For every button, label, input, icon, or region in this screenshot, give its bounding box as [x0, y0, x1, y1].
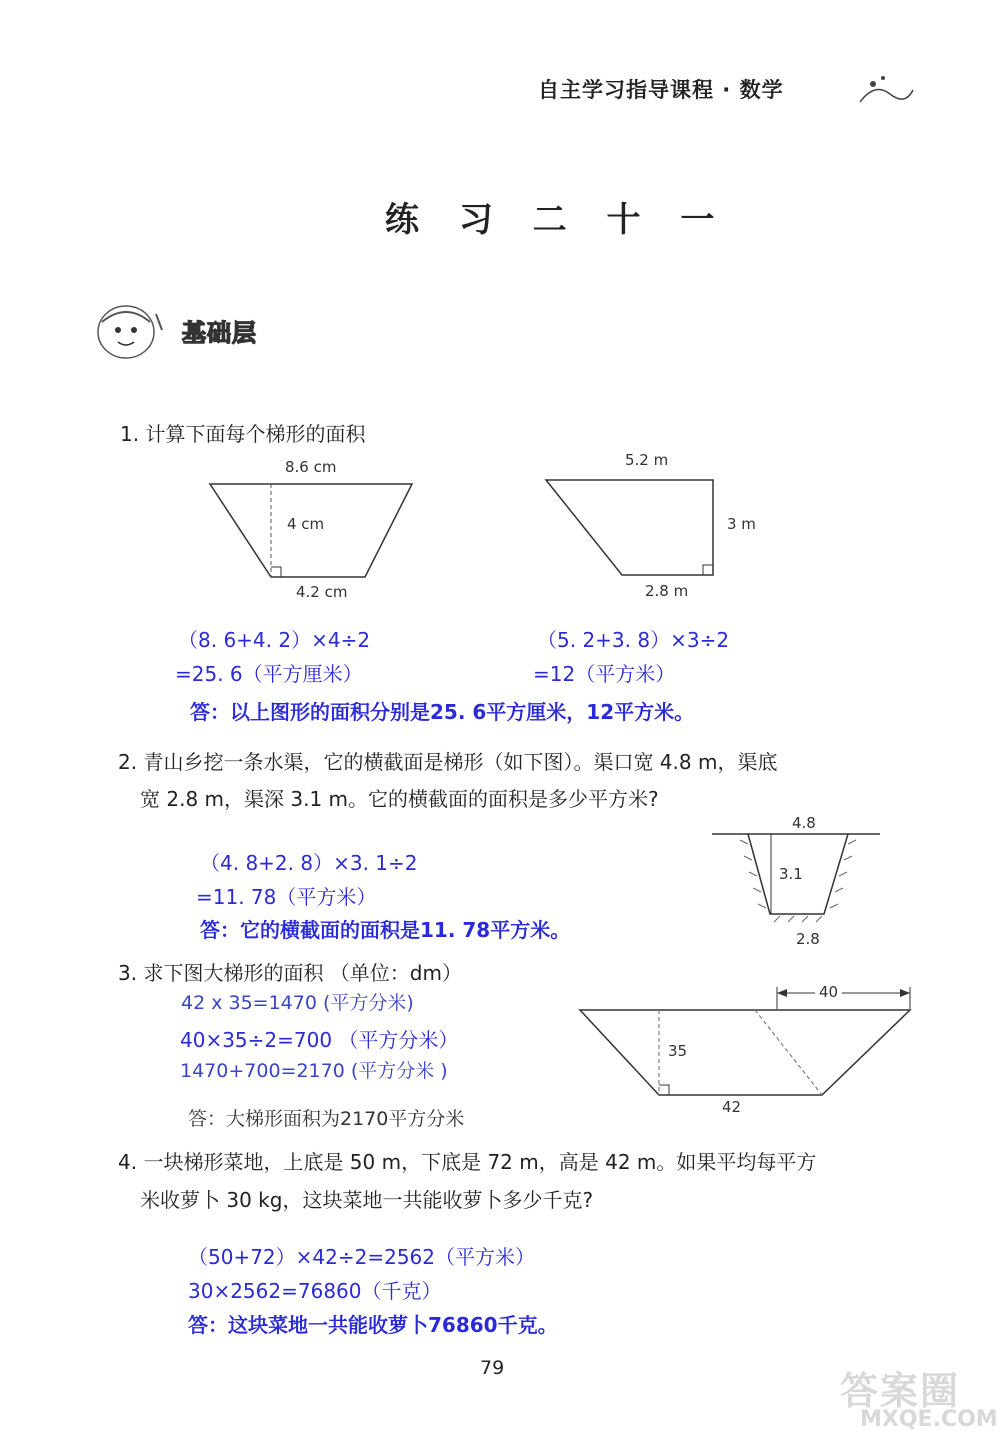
q3-work-line-3: 1470+700=2170 (平方分米 ) — [180, 1060, 448, 1082]
q1-work-1-line-2: =25. 6（平方厘米） — [175, 662, 363, 686]
trapezoid-2-bottom-label: 2.8 m — [645, 582, 689, 600]
trapezoid-2-height-label: 3 m — [727, 515, 756, 533]
question-4-line-1: 4. 一块梯形菜地，上底是 50 m，下底是 72 m，高是 42 m。如果平均每平方 — [118, 1150, 817, 1174]
q1-answer: 答：以上图形的面积分别是25. 6平方厘米，12平方米。 — [190, 700, 695, 724]
canal-depth-label: 3.1 — [779, 865, 803, 883]
q3-work-line-2: 40×35÷2=700 （平方分米） — [180, 1028, 459, 1052]
question-2-line-2: 宽 2.8 m，渠深 3.1 m。它的横截面的面积是多少平方米? — [140, 787, 659, 811]
canal-top-label: 4.8 — [792, 814, 816, 832]
q3-work-line-1: 42 x 35=1470 (平方分米) — [181, 992, 414, 1014]
question-4-line-2: 米收萝卜 30 kg，这块菜地一共能收萝卜多少千克? — [140, 1188, 594, 1212]
section-label: 基础层 — [182, 319, 257, 347]
big-trapezoid-top-label: 40 — [815, 983, 842, 1001]
big-trapezoid-height-label: 35 — [668, 1042, 688, 1060]
cartoon-face-icon — [88, 300, 168, 366]
big-trapezoid-figure — [575, 985, 920, 1115]
q2-work-line-2: =11. 78（平方米） — [196, 885, 377, 909]
q4-work-line-2: 30×2562=76860（千克） — [188, 1279, 442, 1303]
canal-bottom-label: 2.8 — [796, 930, 820, 948]
trapezoid-1-height-label: 4 cm — [287, 515, 325, 533]
watermark-url: MXQE.COM — [860, 1407, 998, 1432]
page-title: 练 习 二 十 一 — [385, 200, 729, 240]
trapezoid-2-top-label: 5.2 m — [625, 451, 669, 469]
q1-work-2-line-1: （5. 2+3. 8）×3÷2 — [537, 628, 730, 652]
header-decoration-icon — [855, 72, 915, 112]
trapezoid-1-top-label: 8.6 cm — [285, 458, 337, 476]
watermark-logo: 答案圈 — [840, 1369, 961, 1413]
header-title: 自主学习指导课程 · 数学 — [538, 78, 784, 102]
question-2-line-1: 2. 青山乡挖一条水渠，它的横截面是梯形（如下图）。渠口宽 4.8 m，渠底 — [118, 750, 778, 774]
page-number: 79 — [480, 1357, 505, 1379]
trapezoid-1-bottom-label: 4.2 cm — [296, 583, 348, 601]
q4-answer: 答：这块菜地一共能收萝卜76860千克。 — [188, 1313, 558, 1337]
q2-answer: 答：它的横截面的面积是11. 78平方米。 — [200, 918, 571, 942]
q4-work-line-1: （50+72）×42÷2=2562（平方米） — [188, 1245, 536, 1269]
q1-work-1-line-1: （8. 6+4. 2）×4÷2 — [178, 628, 371, 652]
question-1-text: 1. 计算下面每个梯形的面积 — [120, 422, 366, 446]
trapezoid-figure-2 — [540, 470, 740, 590]
q3-answer: 答：大梯形面积为2170平方分米 — [188, 1108, 465, 1130]
big-trapezoid-bottom-label: 42 — [722, 1098, 742, 1116]
question-3-text: 3. 求下图大梯形的面积 （单位：dm） — [118, 961, 462, 985]
q1-work-2-line-2: =12（平方米） — [533, 662, 676, 686]
q2-work-line-1: （4. 8+2. 8）×3. 1÷2 — [200, 851, 418, 875]
